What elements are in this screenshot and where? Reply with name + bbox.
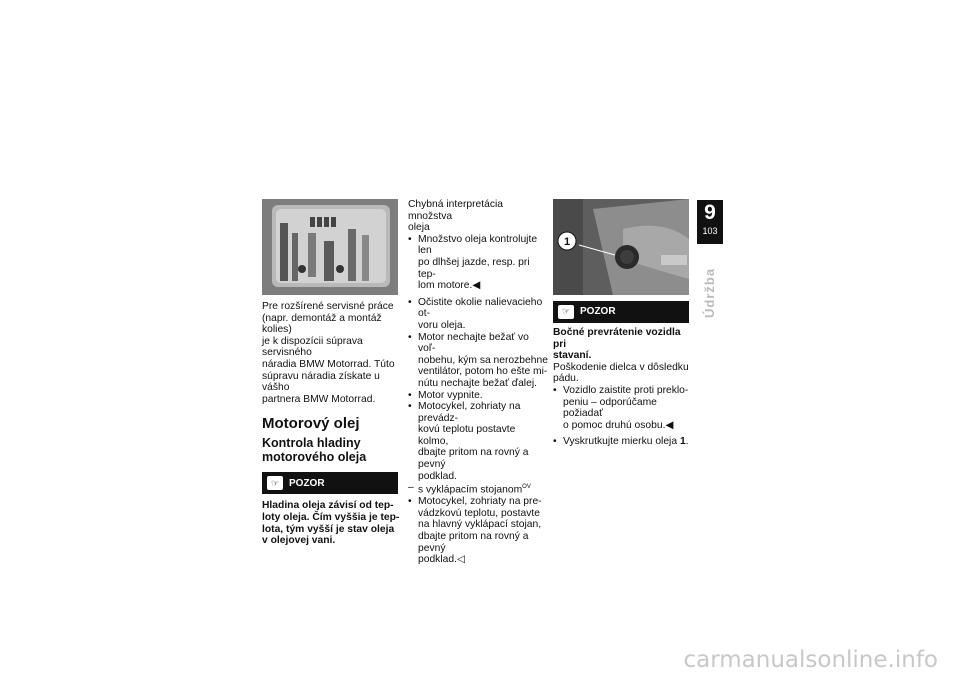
list-item: • Motor nechajte bežať vo voľ- nobehu, kým sa nerozbehne ventilátor, potom ho ešte mi- nútu nechajte bežať ďalej. [408, 332, 548, 390]
intro-line: súpravu náradia získate u vášho [262, 370, 380, 394]
list-item: • Množstvo oleja kontrolujte len po dlhšej jazde, resp. pri tep- lom motore.◀ [408, 234, 548, 292]
list-item: • Motor vypnite. [408, 390, 548, 402]
callout-number: 1 [563, 236, 571, 248]
instruction-list [408, 234, 548, 566]
warning-label: POZOR [289, 477, 325, 489]
chapter-tab [697, 200, 723, 244]
subsection-title-line: motorového oleja [262, 450, 367, 465]
column-left [262, 301, 402, 547]
section-title: Motorový olej [262, 415, 360, 433]
list-item: • Vozidlo zaistite proti preklo- peniu – odporúčame požiadať o pomoc druhú osobu.◀ [553, 385, 693, 431]
head-line: oleja [408, 222, 430, 234]
instruction-list [553, 385, 693, 448]
intro-line: (napr. demontáž a montáž kolies) [262, 312, 382, 336]
subsection-title-line: Kontrola hladiny [262, 436, 361, 451]
tool-kit-illustration [262, 199, 398, 295]
list-item: • Vyskrutkujte mierku oleja 1. [553, 436, 693, 448]
warning-text [262, 500, 402, 546]
warning-label: POZOR [580, 306, 616, 318]
column-middle [408, 199, 548, 566]
warning-banner [553, 301, 689, 323]
intro-line: Pre rozšírené servisné práce [262, 301, 394, 312]
warning-hand-icon: ☞ [267, 476, 283, 490]
end-mark-icon: ◀ [665, 419, 674, 431]
watermark: carmanualsonline.info [683, 647, 938, 673]
list-item: • Motocykel, zohriaty na prevádz- kovú teplotu postavte kolmo, dbajte pritom na rovný a pevný podklad. [408, 401, 548, 482]
page-number: 103 [702, 226, 718, 236]
head-line: Chybná interpretácia množstva [408, 199, 504, 222]
warning-title: Bočné prevrátenie vozidla pri stavaní. [553, 327, 681, 362]
chapter-number: 9 [704, 201, 716, 224]
intro-line: náradia BMW Motorrad. Túto [262, 358, 395, 370]
warning-line: loty oleja. Čím vyššia je tep- [262, 511, 400, 523]
subsection-title [262, 436, 402, 464]
list-item: • Motocykel, zohriaty na pre- vádzkovú teplotu, postavte na hlavný vyklápací stojan, dbajte pritom na rovný a pevný podklad.◁ [408, 496, 548, 566]
intro-line: partnera BMW Motorrad. [262, 393, 376, 405]
option-sup: OV [522, 484, 531, 491]
warning-hand-icon: ☞ [558, 305, 574, 319]
tool-kit-photo [262, 199, 398, 295]
body-line: Poškodenie dielca v dôsledku [553, 361, 689, 373]
end-mark-icon: ◀ [472, 280, 481, 292]
body-line: pádu. [553, 373, 579, 385]
column-right [553, 301, 693, 448]
intro-line: je k dispozícii súprava servisného [262, 335, 363, 359]
warning-banner [262, 472, 398, 494]
chapter-label: Údržba [702, 267, 717, 318]
warning-line: v olejovej vani. [262, 535, 336, 547]
end-mark-icon: ◁ [456, 554, 465, 566]
engine-illustration [553, 199, 689, 295]
warning-line: lota, tým vyšší je stav oleja [262, 523, 395, 535]
list-item: • Očistite okolie nalievacieho ot- voru oleja. [408, 297, 548, 332]
warning-line: Hladina oleja závisí od tep- [262, 500, 394, 512]
engine-photo [553, 199, 689, 295]
list-item: – s vyklápacím stojanom$^{OV}$ [408, 482, 548, 496]
